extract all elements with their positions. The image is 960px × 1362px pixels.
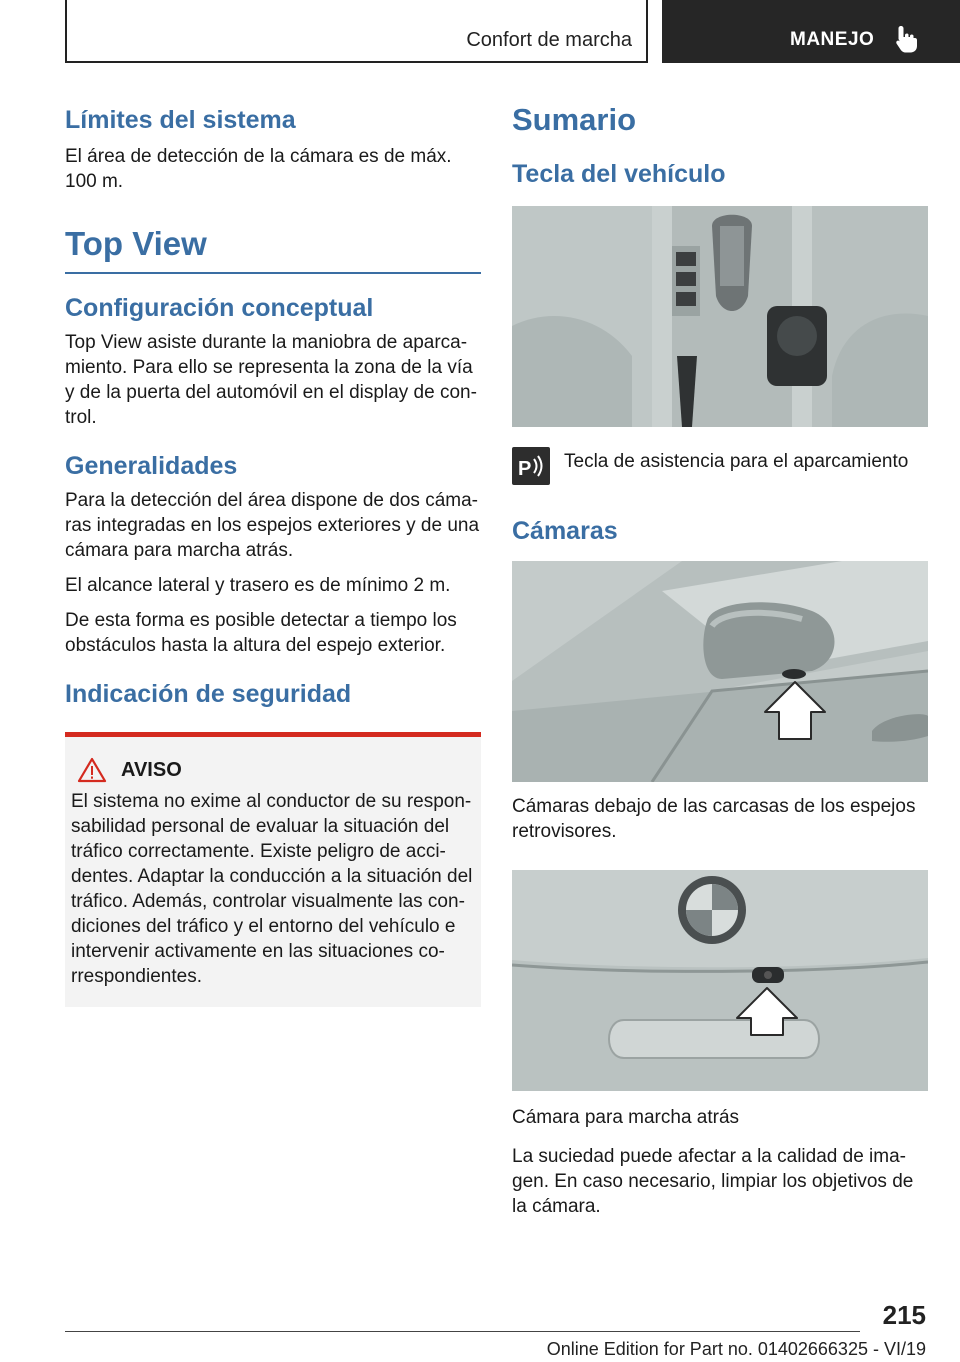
warning-triangle-icon — [77, 757, 107, 783]
general-text-2: El alcance lateral y trasero es de mínimo 2 m. — [65, 575, 451, 596]
limits-heading: Límites del sistema — [65, 106, 296, 134]
topview-heading: Top View — [65, 222, 481, 274]
rear-camera-photo — [512, 870, 928, 1091]
limits-text: El área de detección de la cámara es de máx. 100 m. — [65, 146, 452, 192]
safety-heading: Indicación de seguridad — [65, 680, 352, 708]
warning-text: El sistema no exime al conductor de su respon-sabilidad personal de evaluar la situación del tráfico correctamente. Existe peligro de acci-dentes. Adaptar la conducción a la situación del tráfico. Además, controlar visualmente las con-diciones del tráfico y el entorno del vehículo e intervenir activamente en las situaciones co-rrespondientes. — [71, 791, 473, 987]
warning-header — [71, 757, 475, 783]
warning-box — [65, 732, 481, 1007]
page-number: 215 — [882, 1300, 926, 1330]
warning-title: AVISO — [121, 758, 182, 781]
header-chapter-title: MANEJO — [790, 29, 875, 50]
concept-text: Top View asiste durante la maniobra de aparca-miento. Para ello se representa la zona de la vía y de la puerta del automóvil en el display de con-trol. — [65, 332, 477, 428]
right-column — [512, 98, 928, 1219]
rear-caption: Cámara para marcha atrás — [512, 1107, 740, 1128]
key-caption: Tecla de asistencia para el aparcamiento — [564, 451, 909, 472]
key-caption-row — [512, 447, 928, 485]
mirror-caption: Cámaras debajo de las carcasas de los espejos retrovisores. — [512, 796, 916, 842]
cameras-heading: Cámaras — [512, 517, 618, 545]
header-section-title: Confort de marcha — [466, 29, 632, 51]
left-column — [65, 98, 481, 1007]
footer-edition: Online Edition for Part no. 01402666325 - VI/19 — [546, 1339, 926, 1359]
mirror-camera-photo — [512, 561, 928, 782]
dirt-text: La suciedad puede afectar a la calidad de ima-gen. En caso necesario, limpiar los objetivos de la cámara. — [512, 1146, 914, 1217]
park-assist-button-icon — [512, 447, 550, 485]
general-text-1: Para la detección del área dispone de dos cáma-ras integradas en los espejos exteriores y de una cámara para marcha atrás. — [65, 490, 480, 561]
pointing-hand-icon — [894, 24, 920, 54]
header-section-box — [65, 0, 648, 63]
summary-heading: Sumario — [512, 102, 637, 137]
general-heading: Generalidades — [65, 452, 238, 480]
footer-divider — [65, 1331, 860, 1332]
svg-text:P: P — [518, 458, 532, 480]
general-text-3: De esta forma es posible detectar a tiempo los obstáculos hasta la altura del espejo exterior. — [65, 610, 457, 656]
header-chapter-tab — [662, 0, 960, 63]
concept-heading: Configuración conceptual — [65, 294, 374, 322]
center-console-photo — [512, 206, 928, 427]
key-heading: Tecla del vehículo — [512, 160, 726, 188]
